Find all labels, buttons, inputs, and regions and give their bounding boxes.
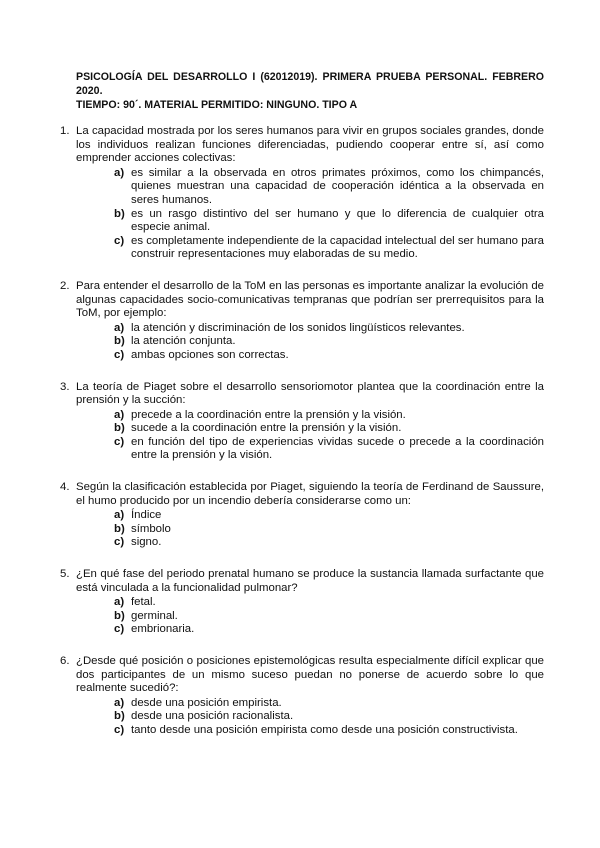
answer-options [76, 322, 544, 363]
option-text: germinal. [131, 609, 178, 622]
answer-option-a [114, 509, 544, 523]
option-text: es un rasgo distintivo del ser humano y que lo diferencia de cualquier otra especie animal. [131, 207, 544, 234]
answer-option-b [114, 422, 544, 436]
exam-instructions: TIEMPO: 90´. MATERIAL PERMITIDO: NINGUNO. TIPO A [76, 99, 358, 111]
answer-option-a [114, 596, 544, 610]
option-letter: b) [114, 522, 125, 535]
answer-option-c [114, 436, 544, 463]
answer-option-c [114, 724, 544, 738]
answer-options [76, 596, 544, 637]
question-number: 3. [60, 380, 70, 393]
option-text: la atención conjunta. [131, 335, 236, 348]
option-letter: b) [114, 710, 125, 723]
question-number: 5. [60, 568, 70, 581]
question-stem: ¿En qué fase del periodo prenatal humano se produce la sustancia llamada surfactante que está vinculada a la funcionalidad pulmonar? [76, 568, 544, 594]
option-text: desde una posición racionalista. [131, 710, 294, 723]
answer-option-a [114, 167, 544, 208]
option-text: en función del tipo de experiencias vividas sucede o precede a la coordinación entre la prensión y la visión. [131, 435, 544, 462]
answer-option-c [114, 536, 544, 550]
question-3 [60, 380, 544, 464]
answer-option-c [114, 235, 544, 262]
option-letter: c) [114, 435, 125, 448]
answer-option-a [114, 322, 544, 336]
option-letter: a) [114, 509, 125, 522]
question-number: 6. [60, 655, 70, 667]
option-letter: b) [114, 422, 125, 435]
option-text: Índice [131, 509, 162, 522]
option-letter: c) [114, 348, 125, 361]
question-stem: Para entender el desarrollo de la ToM en las personas es importante analizar la evolución de algunas capacidades socio-comunicativas tempranas que podrían ser prerrequisitos para la ToM, por ejemplo: [76, 279, 544, 320]
answer-option-b [114, 523, 544, 537]
option-letter: c) [114, 234, 125, 247]
question-stem: La teoría de Piaget sobre el desarrollo sensoriomotor plantea que la coordinación entre la prensión y la succión: [76, 380, 544, 407]
exam-title: PSICOLOGÍA DEL DESARROLLO I (62012019). PRIMERA PRUEBA PERSONAL. FEBRERO 2020. [76, 71, 544, 97]
option-letter: a) [114, 596, 125, 609]
answer-options [76, 409, 544, 463]
question-1 [60, 125, 544, 262]
question-6 [60, 655, 544, 738]
option-letter: a) [114, 408, 125, 421]
answer-option-a [114, 697, 544, 711]
answer-option-b [114, 610, 544, 624]
option-letter: b) [114, 207, 125, 220]
question-stem: La capacidad mostrada por los seres humanos para vivir en grupos sociales grandes, donde los individuos realizan funciones diferenciadas, pudiendo cooperar entre sí, así como emprender acciones colectivas: [76, 125, 544, 165]
option-text: sucede a la coordinación entre la prensión y la visión. [131, 422, 402, 435]
option-text: embrionaria. [131, 623, 195, 636]
option-letter: b) [114, 609, 125, 622]
answer-option-b [114, 208, 544, 235]
option-text: tanto desde una posición empirista como desde una posición constructivista. [131, 723, 518, 736]
option-letter: a) [114, 321, 125, 334]
answer-options [76, 167, 544, 262]
option-text: precede a la coordinación entre la prensión y la visión. [131, 408, 406, 421]
option-letter: c) [114, 623, 125, 636]
question-2 [60, 279, 544, 363]
question-list [60, 125, 544, 738]
question-stem: Según la clasificación establecida por Piaget, siguiendo la teoría de Ferdinand de Saussure, el humo producido por un incendio debería considerarse como un: [76, 481, 544, 507]
answer-option-a [114, 409, 544, 423]
option-letter: b) [114, 335, 125, 348]
answer-option-c [114, 349, 544, 363]
question-number: 1. [60, 125, 70, 137]
question-4 [60, 481, 544, 550]
question-number: 2. [60, 279, 70, 292]
option-text: fetal. [131, 596, 156, 609]
question-5 [60, 568, 544, 637]
option-text: la atención y discriminación de los sonidos lingüísticos relevantes. [131, 321, 465, 334]
option-letter: a) [114, 696, 125, 709]
answer-options [76, 509, 544, 550]
option-text: signo. [131, 536, 162, 549]
option-text: ambas opciones son correctas. [131, 348, 289, 361]
answer-options [76, 697, 544, 738]
question-stem: ¿Desde qué posición o posiciones epistemológicas resulta especialmente difícil explicar que dos participantes de un mismo suceso puedan no ponerse de acuerdo sobre lo que realmente sucedió?: [76, 655, 544, 695]
answer-option-b [114, 710, 544, 724]
exam-header [76, 70, 544, 112]
option-letter: c) [114, 536, 125, 549]
answer-option-b [114, 335, 544, 349]
question-number: 4. [60, 481, 70, 494]
answer-option-c [114, 623, 544, 637]
option-letter: c) [114, 723, 125, 736]
option-text: es similar a la observada en otros primates próximos, como los chimpancés, quienes muestran una capacidad de cooperación idéntica a la observada en seres humanos. [131, 166, 544, 206]
option-text: desde una posición empirista. [131, 696, 282, 709]
option-text: símbolo [131, 522, 171, 535]
option-letter: a) [114, 166, 125, 179]
option-text: es completamente independiente de la capacidad intelectual del ser humano para construir representaciones muy elaboradas de su medio. [131, 234, 544, 261]
